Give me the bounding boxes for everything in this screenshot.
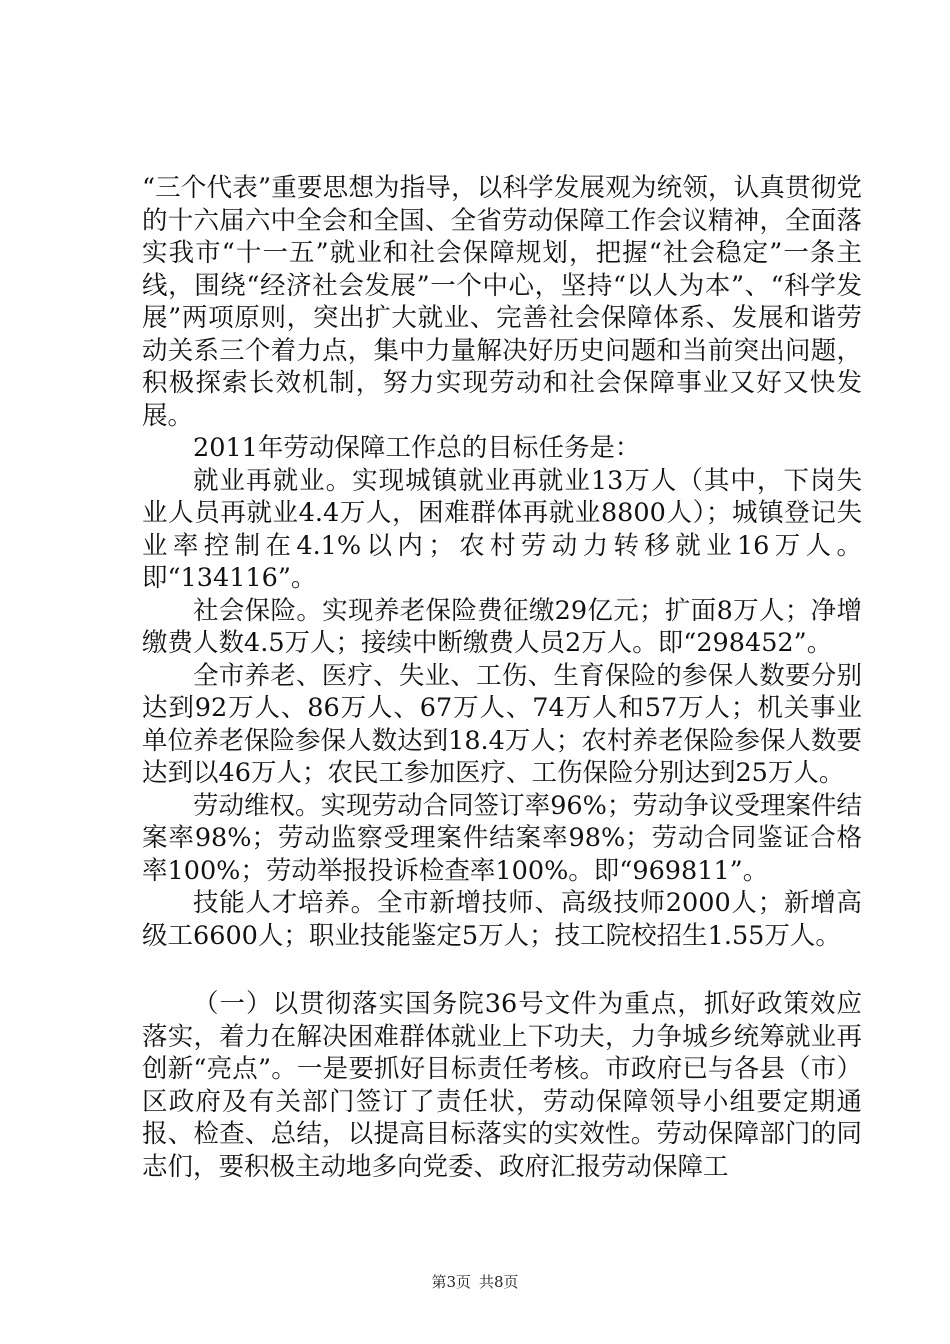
paragraph-skills-training: 技能人才培养。全市新增技师、高级技师2000人；新增高级工6600人；职业技能鉴定5万人；技工院校招生1.55万人。 <box>142 888 862 951</box>
paragraph-targets-intro: 2011年劳动保障工作总的目标任务是： <box>193 433 641 463</box>
page-footer <box>0 1271 950 1292</box>
paragraph-social-insurance: 社会保险。实现养老保险费征缴29亿元；扩面8万人；净增缴费人数4.5万人；接续中断缴费人员2万人。即“298452”。 <box>142 595 862 658</box>
document-body <box>142 172 862 1183</box>
paragraph-section-one: （一）以贯彻落实国务院36号文件为重点，抓好政策效应落实，着力在解决困难群体就业上下功夫，力争城乡统筹就业再创新“亮点”。一是要抓好目标责任考核。市政府已与各县（市）区政府及有关部门签订了责任状，劳动保障领导小组要定期通报、检查、总结，以提高目标落实的实效性。劳动保障部门的同志们，要积极主动地多向党委、政府汇报劳动保障工 <box>142 989 862 1182</box>
paragraph-employment: 就业再就业。实现城镇就业再就业13万人（其中，下岗失业人员再就业4.4万人，困难群体再就业8800人）；城镇登记失业率控制在4.1%以内；农村劳动力转移就业16万人。即“134116”。 <box>142 465 862 593</box>
paragraph-insured-numbers: 全市养老、医疗、失业、工伤、生育保险的参保人数要分别达到92万人、86万人、67万人、74万人和57万人；机关事业单位养老保险参保人数达到18.4万人；农村养老保险参保人数要达到以46万人；农民工参加医疗、工伤保险分别达到25万人。 <box>142 660 862 788</box>
page-total: 共8页 <box>479 1273 519 1291</box>
page-number: 第3页 <box>431 1273 471 1291</box>
paragraph-gap <box>142 952 862 988</box>
paragraph-labor-rights: 劳动维权。实现劳动合同签订率96%；劳动争议受理案件结案率98%；劳动监察受理案件结案率98%；劳动合同鉴证合格率100%；劳动举报投诉检查率100%。即“969811”。 <box>142 790 862 886</box>
paragraph-guiding-principles: “三个代表”重要思想为指导，以科学发展观为统领，认真贯彻党的十六届六中全会和全国、全省劳动保障工作会议精神，全面落实我市“十一五”就业和社会保障规划，把握“社会稳定”一条主线，围绕“经济社会发展”一个中心，坚持“以人为本”、“科学发展”两项原则，突出扩大就业、完善社会保障体系、发展和谐劳动关系三个着力点，集中力量解决好历史问题和当前突出问题，积极探索长效机制，努力实现劳动和社会保障事业又好又快发展。 <box>142 173 862 431</box>
